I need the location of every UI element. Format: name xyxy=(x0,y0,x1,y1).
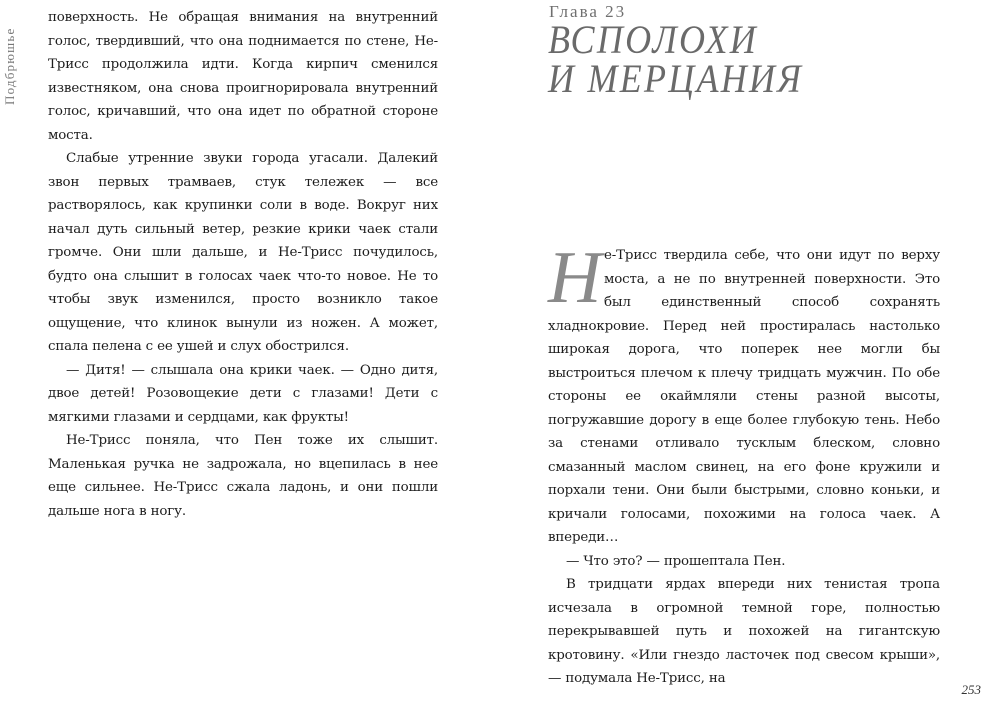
drop-cap: Н xyxy=(548,237,602,319)
right-paragraph-3: В тридцати ярдах впереди них тенистая тропа исчезала в огромной темной горе, полностью перекрывавшей путь и похожей на гигантскую кротовину. «Или гнездо ласточек под свесом крыши», — подумала Не-Трисс, на xyxy=(548,577,940,686)
chapter-title-line-2: И МЕРЦАНИЯ xyxy=(548,56,804,101)
chapter-title xyxy=(548,17,804,101)
running-head xyxy=(0,0,18,110)
running-head-text: Подбрюшье xyxy=(2,27,17,105)
page-number: 253 xyxy=(961,682,981,697)
left-paragraph-4: Не-Трисс поняла, что Пен тоже их слышит. Маленькая ручка не задрожала, но вцепилась в нее еще сильнее. Не-Трисс сжала ладонь, и они пошли дальше нога в ногу. xyxy=(48,433,438,519)
right-paragraph-1 xyxy=(548,237,940,550)
chapter-title-line-1: ВСПОЛОХИ xyxy=(548,17,758,62)
left-paragraph-1: поверхность. Не обращая внимания на внутренний голос, твердивший, что она поднимается по стене, Не-Трисс продолжила идти. Когда кирпич сменился известняком, она снова проигнорировала внутренний голос, кричавший, что она идет по обратной стороне моста. xyxy=(48,10,438,143)
left-paragraph-2: Слабые утренние звуки города угасали. Далекий звон первых трамваев, стук тележек — все растворялось, как крупинки соли в воде. Вокруг них начал дуть сильный ветер, резкие крики чаек стали громче. Они шли дальше, и Не-Трисс почудилось, будто она слышит в голосах чаек что-то новое. Не то чтобы звук изменился, просто возникло такое ощущение, что клинок вынули из ножен. А может, спала пелена с ее ушей и слух обострился. xyxy=(48,151,438,354)
left-paragraph-3: — Дитя! — слышала она крики чаек. — Одно дитя, двое детей! Розовощекие дети с глазами! Дети с мягкими глазами и сердцами, как фрукты! xyxy=(48,362,438,425)
chapter-label: Глава 23 xyxy=(549,2,627,21)
right-paragraph-1-text: е-Трисс твердила себе, что они идут по верху моста, а не по внутренней поверхности. Это был единственный способ сохранять хладнокровие. Перед ней простиралась настолько широкая дорога, что поперек нее могли бы выстроиться плечом к плечу тридцать мужчин. По обе стороны ее окаймляли стены разной высоты, погружавшие дорогу в еще более глубокую тень. Небо за стенами отливало тусклым блеском, словно смазанный маслом свинец, на его фоне кружили и порхали тени. Они были быстрыми, словно коньки, и кричали голосами, похожими на голоса чаек. А впереди… xyxy=(548,248,940,545)
right-paragraph-2: — Что это? — прошептала Пен. xyxy=(566,553,786,569)
left-page xyxy=(48,6,438,523)
right-page xyxy=(548,0,940,703)
chapter-body xyxy=(548,237,940,691)
